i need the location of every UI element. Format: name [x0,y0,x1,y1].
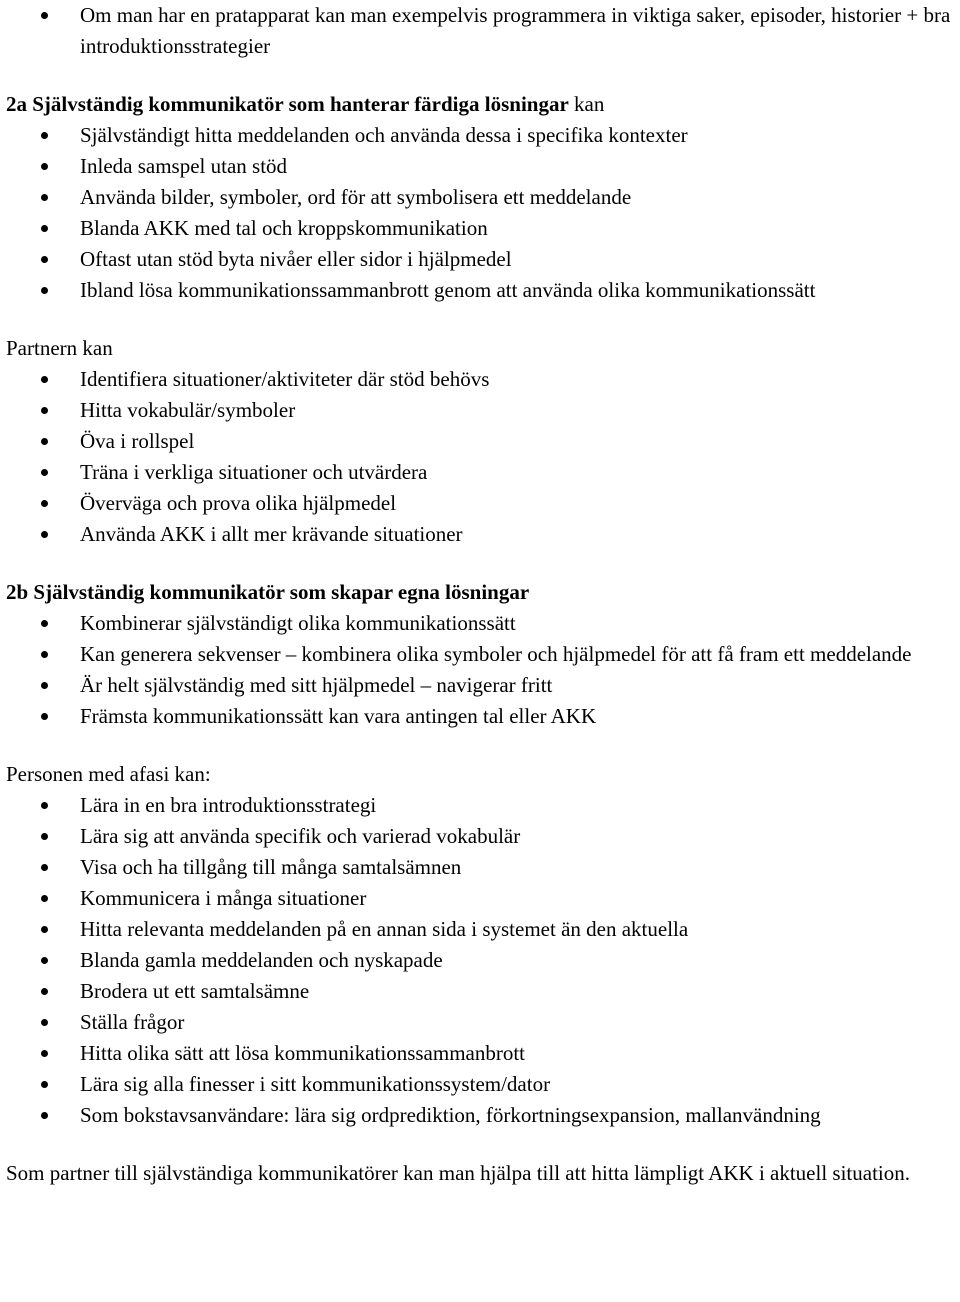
list-item [0,883,960,914]
section-partner-heading: Partnern kan [6,336,113,360]
list-item-text: Blanda gamla meddelanden och nyskapade [80,948,443,972]
bullet-icon [41,620,48,627]
list-item [0,1007,960,1038]
bullet-icon [41,163,48,170]
bullet-icon [41,651,48,658]
section-2b-heading-bold: 2b Självständig kommunikatör som skapar egna lösningar [6,580,530,604]
section-2b-heading [0,577,960,608]
list-item-text: Ställa frågor [80,1010,185,1034]
list-item-text: Lära sig att använda specifik och varierad vokabulär [80,824,521,848]
list-item [0,639,960,670]
bullet-icon [41,438,48,445]
bullet-icon [41,12,48,19]
list-item [0,151,960,182]
bullet-icon [41,287,48,294]
list-item-text: Lära sig alla finesser i sitt kommunikationssystem/dator [80,1072,551,1096]
intro-list [0,0,960,62]
section-2a [0,89,960,306]
list-item [0,976,960,1007]
bullet-icon [41,1112,48,1119]
bullet-icon [41,407,48,414]
list-item-text: Självständigt hitta meddelanden och använda dessa i specifika kontexter [80,123,688,147]
list-item-text: Hitta olika sätt att lösa kommunikationssammanbrott [80,1041,526,1065]
list-item-text: Ibland lösa kommunikationssammanbrott genom att använda olika kommunikationssätt [80,278,816,302]
bullet-icon [41,225,48,232]
list-item-text: Hitta relevanta meddelanden på en annan sida i systemet än den aktuella [80,917,689,941]
list-item-text: Visa och ha tillgång till många samtalsämnen [80,855,462,879]
list-item [0,213,960,244]
list-item-text: Kombinerar självständigt olika kommunikationssätt [80,611,516,635]
bullet-icon [41,531,48,538]
list-item [0,852,960,883]
bullet-icon [41,256,48,263]
list-item-text: Som bokstavsanvändare: lära sig ordprediktion, förkortningsexpansion, mallanvändning [80,1103,821,1127]
section-2b [0,577,960,732]
bullet-icon [41,500,48,507]
list-item-text: Lära in en bra introduktionsstrategi [80,793,377,817]
list-item [0,120,960,151]
list-item-text: Främsta kommunikationssätt kan vara antingen tal eller AKK [80,704,597,728]
bullet-icon [41,469,48,476]
bullet-icon [41,926,48,933]
section-person-list [0,790,960,1131]
list-item [0,457,960,488]
list-item [0,182,960,213]
list-item-text: Inleda samspel utan stöd [80,154,288,178]
list-item [0,244,960,275]
closing-paragraph: Som partner till självständiga kommunikatörer kan man hjälpa till att hitta lämpligt AKK i aktuell situation. [6,1161,911,1185]
section-person-heading: Personen med afasi kan: [6,762,211,786]
list-item [0,608,960,639]
bullet-icon [41,988,48,995]
list-item [0,1038,960,1069]
list-item-text: Hitta vokabulär/symboler [80,398,296,422]
list-item-text: Öva i rollspel [80,429,195,453]
list-item [0,395,960,426]
list-item-text: Använda AKK i allt mer krävande situationer [80,522,463,546]
list-item-text: Använda bilder, symboler, ord för att symbolisera ett meddelande [80,185,632,209]
section-2a-list [0,120,960,306]
bullet-icon [41,682,48,689]
bullet-icon [41,713,48,720]
bullet-icon [41,1050,48,1057]
section-2a-heading [0,89,960,120]
list-item [0,488,960,519]
list-item-text: Kommunicera i många situationer [80,886,367,910]
list-item-text: Överväga och prova olika hjälpmedel [80,491,397,515]
list-item [0,670,960,701]
list-item [0,275,960,306]
section-2a-heading-rest: kan [568,92,605,116]
list-item [0,945,960,976]
section-partner [0,333,960,550]
list-item-text: Kan generera sekvenser – kombinera olika symboler och hjälpmedel för att få fram ett meddelande [80,642,912,666]
section-2b-list [0,608,960,732]
list-item [0,701,960,732]
list-item [0,519,960,550]
list-item-text: Är helt självständig med sitt hjälpmedel – navigerar fritt [80,673,553,697]
bullet-icon [41,1081,48,1088]
list-item [0,821,960,852]
bullet-icon [41,895,48,902]
bullet-icon [41,1019,48,1026]
list-item-text: Oftast utan stöd byta nivåer eller sidor i hjälpmedel [80,247,512,271]
bullet-icon [41,132,48,139]
list-item [0,364,960,395]
list-item-text: Om man har en pratapparat kan man exempelvis programmera in viktiga saker, episoder, historier + bra introduktionsstrategier [80,3,951,58]
list-item [0,0,960,62]
bullet-icon [41,194,48,201]
list-item-text: Identifiera situationer/aktiviteter där stöd behövs [80,367,490,391]
bullet-icon [41,376,48,383]
list-item-text: Brodera ut ett samtalsämne [80,979,310,1003]
list-item-text: Blanda AKK med tal och kroppskommunikation [80,216,488,240]
section-partner-list [0,364,960,550]
list-item [0,1100,960,1131]
bullet-icon [41,802,48,809]
list-item [0,426,960,457]
section-2a-heading-bold: 2a Självständig kommunikatör som hanterar färdiga lösningar [6,92,569,116]
list-item [0,914,960,945]
list-item [0,1069,960,1100]
bullet-icon [41,833,48,840]
bullet-icon [41,864,48,871]
bullet-icon [41,957,48,964]
list-item [0,790,960,821]
intro-section [0,0,960,62]
section-person [0,759,960,1131]
list-item-text: Träna i verkliga situationer och utvärdera [80,460,428,484]
